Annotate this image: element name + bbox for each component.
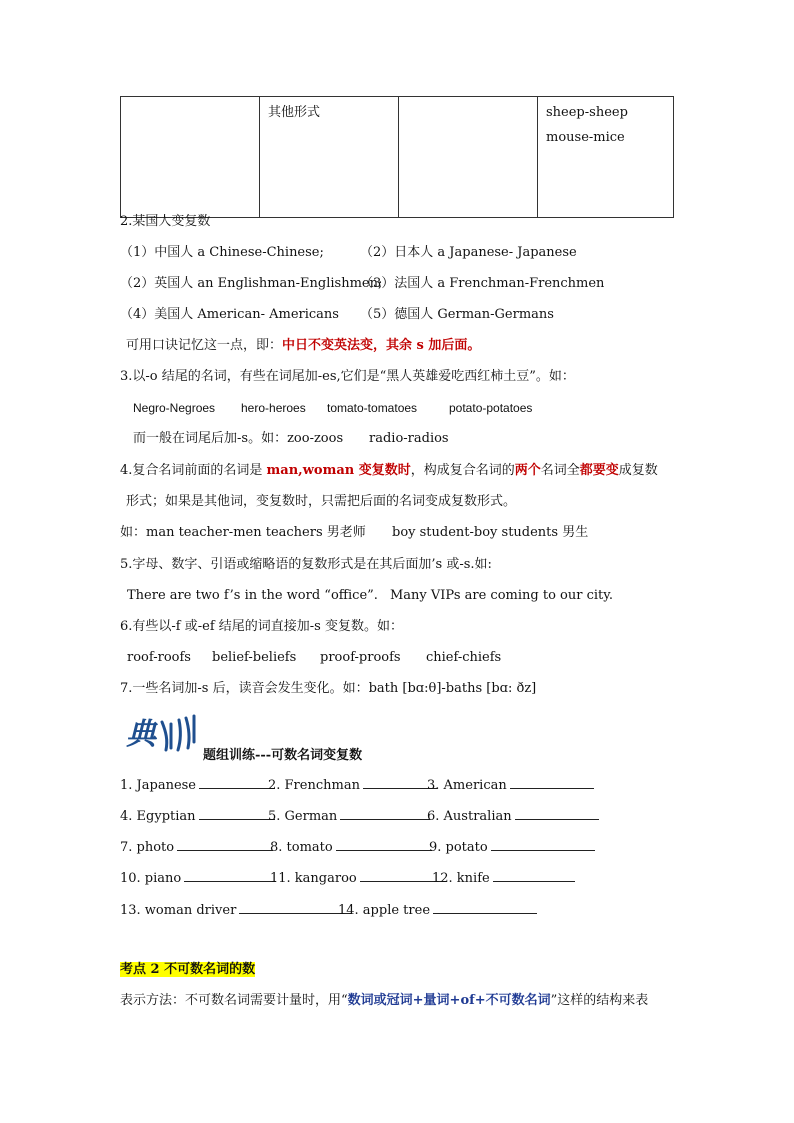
example-sheep: sheep-sheep — [546, 105, 628, 120]
practice-item-3: 3. American — [427, 778, 507, 793]
table-cell-examples — [538, 97, 674, 218]
answer-blank-6[interactable] — [515, 806, 599, 820]
sec2-row1 — [120, 244, 577, 262]
practice-item-12: 12. knife — [432, 871, 490, 886]
sec4-examples — [120, 524, 589, 542]
practice-row-5 — [120, 900, 431, 920]
sec3-example-1: Negro-Negroes — [133, 401, 216, 415]
sec2-row2 — [120, 275, 605, 293]
sec4-example-1: 如：man teacher-men teachers 男老师 — [120, 525, 366, 540]
sec6-example-2: belief-beliefs — [212, 650, 297, 665]
svg-text:典: 典 — [126, 717, 156, 752]
sec4-text-1: 4.复合名词前面的名词是 — [120, 463, 267, 478]
practice-item-8: 8. tomato — [270, 840, 333, 855]
sec3-heading: 3.以-o 结尾的名词，有些在词尾加-es,它们是“黑人英雄爱吃西红柿土豆”。如： — [120, 369, 575, 384]
form-label: 其他形式 — [268, 105, 321, 120]
sec6-examples — [127, 649, 502, 667]
sec5-example-2: Many VIPs are coming to our city. — [390, 588, 613, 603]
practice-row-2 — [120, 806, 512, 826]
sec5-heading: 5.字母、数字、引语或缩略语的复数形式是在其后面加’s 或-s.如: — [120, 557, 492, 572]
answer-blank-2[interactable] — [363, 775, 437, 789]
answer-blank-8[interactable] — [336, 837, 432, 851]
sec3-line2 — [133, 430, 449, 448]
sec2-tip-rhyme: 中日不变英法变，其余 s 加后面。 — [282, 338, 481, 353]
practice-item-2: 2. Frenchman — [268, 778, 360, 793]
example-mouse: mouse-mice — [546, 130, 625, 145]
kaodian-formula: 数词或冠词+量词+of+不可数名词 — [347, 993, 551, 1008]
practice-item-14: 14. apple tree — [338, 903, 431, 918]
practice-item-1: 1. Japanese — [120, 778, 197, 793]
sec4-example-2: boy student-boy students 男生 — [392, 525, 589, 540]
practice-item-7: 7. photo — [120, 840, 175, 855]
sec4-text-3: 名词全 — [540, 463, 580, 478]
sec5-examples — [127, 587, 613, 605]
sec4-text-red-3: 都要变 — [579, 463, 619, 478]
sec3-example-3: tomato-tomatoes — [327, 401, 418, 415]
sec4-text-2: ，构成复合名词的 — [410, 463, 515, 478]
kaodian-text — [120, 992, 648, 1010]
answer-blank-4[interactable] — [199, 806, 275, 820]
sec6-example-3: proof-proofs — [320, 650, 401, 665]
sec3-examples — [133, 399, 533, 417]
answer-blank-5[interactable] — [340, 806, 430, 820]
sec6-example-1: roof-roofs — [127, 650, 191, 665]
sec3-example-2: hero-heroes — [241, 401, 306, 415]
practice-item-9: 9. potato — [429, 840, 488, 855]
answer-blank-9[interactable] — [491, 837, 595, 851]
practice-item-5: 5. German — [268, 809, 338, 824]
table-cell-empty-1 — [121, 97, 260, 218]
table-cell-empty-2 — [399, 97, 538, 218]
sec4-line1 — [120, 462, 658, 480]
sec2-row1-b: （2）日本人 a Japanese- Japanese — [360, 245, 577, 260]
kaodian-text-2: ”这样的结构来表 — [550, 993, 649, 1008]
sec2-row3-b: （5）德国人 German-Germans — [360, 307, 554, 322]
sec2-row2-a: （2）英国人 an Englishman-Englishmen; — [120, 276, 383, 291]
practice-item-4: 4. Egyptian — [120, 809, 196, 824]
practice-item-6: 6. Australian — [427, 809, 512, 824]
sec2-heading: 2.某国人变复数 — [120, 214, 211, 229]
answer-blank-13[interactable] — [239, 900, 351, 914]
sec2-tip — [126, 337, 480, 355]
sec4-text-red-2: 两个 — [514, 463, 541, 478]
practice-title: 题组训练---可数名词变复数 — [203, 748, 363, 763]
sec4-text-4: 成复数 — [618, 463, 658, 478]
sec3-line2-extra: radio-radios — [369, 431, 449, 446]
sec5-example-1: There are two f’s in the word “office”. — [127, 588, 378, 603]
practice-item-13: 13. woman driver — [120, 903, 237, 918]
sec2-tip-prefix: 可用口诀记忆这一点，即： — [126, 338, 283, 353]
kaodian-highlight: 考点 2 不可数名词的数 — [120, 962, 256, 977]
sec4-line2: 形式；如果是其他词，变复数时，只需把后面的名词变成复数形式。 — [126, 494, 517, 509]
practice-item-10: 10. piano — [120, 871, 182, 886]
sec3-example-4: potato-potatoes — [449, 401, 533, 415]
answer-blank-10[interactable] — [184, 868, 276, 882]
kaodian-text-1: 表示方法：不可数名词需要计量时，用“ — [120, 993, 348, 1008]
sec7-heading: 7.一些名词加-s 后，读音会发生变化。如：bath [bɑ:θ]-baths [bɑ: ðz] — [120, 681, 537, 696]
practice-row-1 — [120, 775, 507, 795]
kaodian-label — [120, 961, 255, 979]
example-logo-icon — [124, 712, 202, 758]
answer-blank-3[interactable] — [510, 775, 594, 789]
sec6-example-4: chief-chiefs — [426, 650, 502, 665]
sec2-row3 — [120, 306, 554, 324]
practice-item-11: 11. kangaroo — [270, 871, 357, 886]
answer-blank-1[interactable] — [199, 775, 275, 789]
answer-blank-12[interactable] — [493, 868, 575, 882]
practice-row-4 — [120, 868, 490, 888]
sec2-row1-a: （1）中国人 a Chinese-Chinese; — [120, 245, 324, 260]
forms-table — [120, 96, 674, 218]
answer-blank-7[interactable] — [177, 837, 273, 851]
sec2-row3-a: （4）美国人 American- Americans — [120, 307, 339, 322]
sec2-row2-b: （3）法国人 a Frenchman-Frenchmen — [360, 276, 605, 291]
sec3-line2-main: 而一般在词尾后加-s。如：zoo-zoos — [133, 431, 344, 446]
sec6-heading: 6.有些以-f 或-ef 结尾的词直接加-s 变复数。如： — [120, 619, 403, 634]
sec4-text-red-1: man,woman 变复数时 — [266, 463, 411, 478]
practice-row-3 — [120, 837, 488, 857]
table-cell-form — [260, 97, 399, 218]
answer-blank-14[interactable] — [433, 900, 537, 914]
